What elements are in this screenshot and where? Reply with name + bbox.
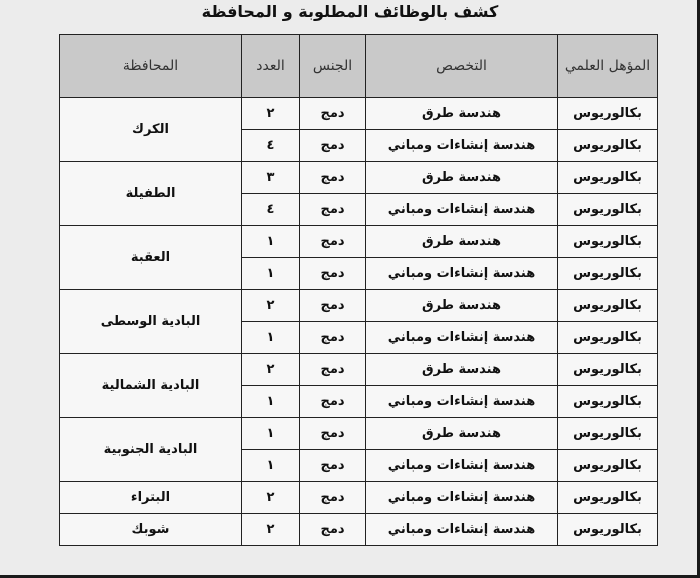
specialty-cell: هندسة إنشاءات ومباني — [366, 482, 558, 514]
qualification-cell: بكالوريوس — [558, 194, 658, 226]
count-cell: ١ — [242, 386, 300, 418]
count-cell: ٤ — [242, 130, 300, 162]
gender-cell: دمج — [300, 194, 366, 226]
qualification-cell: بكالوريوس — [558, 226, 658, 258]
specialty-cell: هندسة طرق — [366, 354, 558, 386]
count-cell: ٤ — [242, 194, 300, 226]
count-cell: ١ — [242, 418, 300, 450]
specialty-cell: هندسة إنشاءات ومباني — [366, 514, 558, 546]
qualification-cell: بكالوريوس — [558, 514, 658, 546]
table-row — [60, 98, 658, 130]
qualification-cell: بكالوريوس — [558, 130, 658, 162]
qualification-cell: بكالوريوس — [558, 418, 658, 450]
governorate-cell: العقبة — [60, 226, 242, 290]
gender-cell: دمج — [300, 322, 366, 354]
gender-cell: دمج — [300, 98, 366, 130]
gender-cell: دمج — [300, 290, 366, 322]
table-row — [60, 162, 658, 194]
count-cell: ٢ — [242, 354, 300, 386]
page-title: كشف بالوظائف المطلوبة و المحافظة — [201, 2, 499, 21]
governorate-cell: شوبك — [60, 514, 242, 546]
qualification-cell: بكالوريوس — [558, 162, 658, 194]
specialty-cell: هندسة إنشاءات ومباني — [366, 386, 558, 418]
qualification-cell: بكالوريوس — [558, 258, 658, 290]
governorate-cell: البتراء — [60, 482, 242, 514]
specialty-cell: هندسة طرق — [366, 226, 558, 258]
gender-cell: دمج — [300, 130, 366, 162]
governorate-cell: الكرك — [60, 98, 242, 162]
specialty-cell: هندسة إنشاءات ومباني — [366, 450, 558, 482]
specialty-cell: هندسة إنشاءات ومباني — [366, 130, 558, 162]
gender-cell: دمج — [300, 354, 366, 386]
count-cell: ٢ — [242, 98, 300, 130]
count-cell: ١ — [242, 322, 300, 354]
gender-cell: دمج — [300, 162, 366, 194]
governorate-cell: البادية الوسطى — [60, 290, 242, 354]
gender-cell: دمج — [300, 418, 366, 450]
table-row — [60, 482, 658, 514]
table-row — [60, 226, 658, 258]
qualification-cell: بكالوريوس — [558, 450, 658, 482]
gender-cell: دمج — [300, 386, 366, 418]
qualification-cell: بكالوريوس — [558, 386, 658, 418]
header-specialty: التخصص — [366, 35, 558, 98]
count-cell: ١ — [242, 450, 300, 482]
count-cell: ٣ — [242, 162, 300, 194]
count-cell: ٢ — [242, 514, 300, 546]
gender-cell: دمج — [300, 450, 366, 482]
governorate-cell: البادية الجنوبية — [60, 418, 242, 482]
specialty-cell: هندسة طرق — [366, 98, 558, 130]
count-cell: ٢ — [242, 482, 300, 514]
table-row — [60, 290, 658, 322]
count-cell: ١ — [242, 258, 300, 290]
header-count: العدد — [242, 35, 300, 98]
header-gender: الجنس — [300, 35, 366, 98]
count-cell: ٢ — [242, 290, 300, 322]
gender-cell: دمج — [300, 514, 366, 546]
governorate-cell: الطفيلة — [60, 162, 242, 226]
qualification-cell: بكالوريوس — [558, 482, 658, 514]
gender-cell: دمج — [300, 226, 366, 258]
jobs-table — [59, 34, 658, 546]
count-cell: ١ — [242, 226, 300, 258]
specialty-cell: هندسة طرق — [366, 290, 558, 322]
table-row — [60, 514, 658, 546]
governorate-cell: البادية الشمالية — [60, 354, 242, 418]
specialty-cell: هندسة إنشاءات ومباني — [366, 258, 558, 290]
table-row — [60, 354, 658, 386]
specialty-cell: هندسة إنشاءات ومباني — [366, 194, 558, 226]
qualification-cell: بكالوريوس — [558, 322, 658, 354]
table-row — [60, 418, 658, 450]
qualification-cell: بكالوريوس — [558, 354, 658, 386]
gender-cell: دمج — [300, 258, 366, 290]
header-governorate: المحافظة — [60, 35, 242, 98]
qualification-cell: بكالوريوس — [558, 98, 658, 130]
specialty-cell: هندسة طرق — [366, 162, 558, 194]
header-qualification: المؤهل العلمي — [558, 35, 658, 98]
qualification-cell: بكالوريوس — [558, 290, 658, 322]
gender-cell: دمج — [300, 482, 366, 514]
table-body — [60, 98, 658, 546]
specialty-cell: هندسة طرق — [366, 418, 558, 450]
table-header-row — [60, 35, 658, 98]
specialty-cell: هندسة إنشاءات ومباني — [366, 322, 558, 354]
